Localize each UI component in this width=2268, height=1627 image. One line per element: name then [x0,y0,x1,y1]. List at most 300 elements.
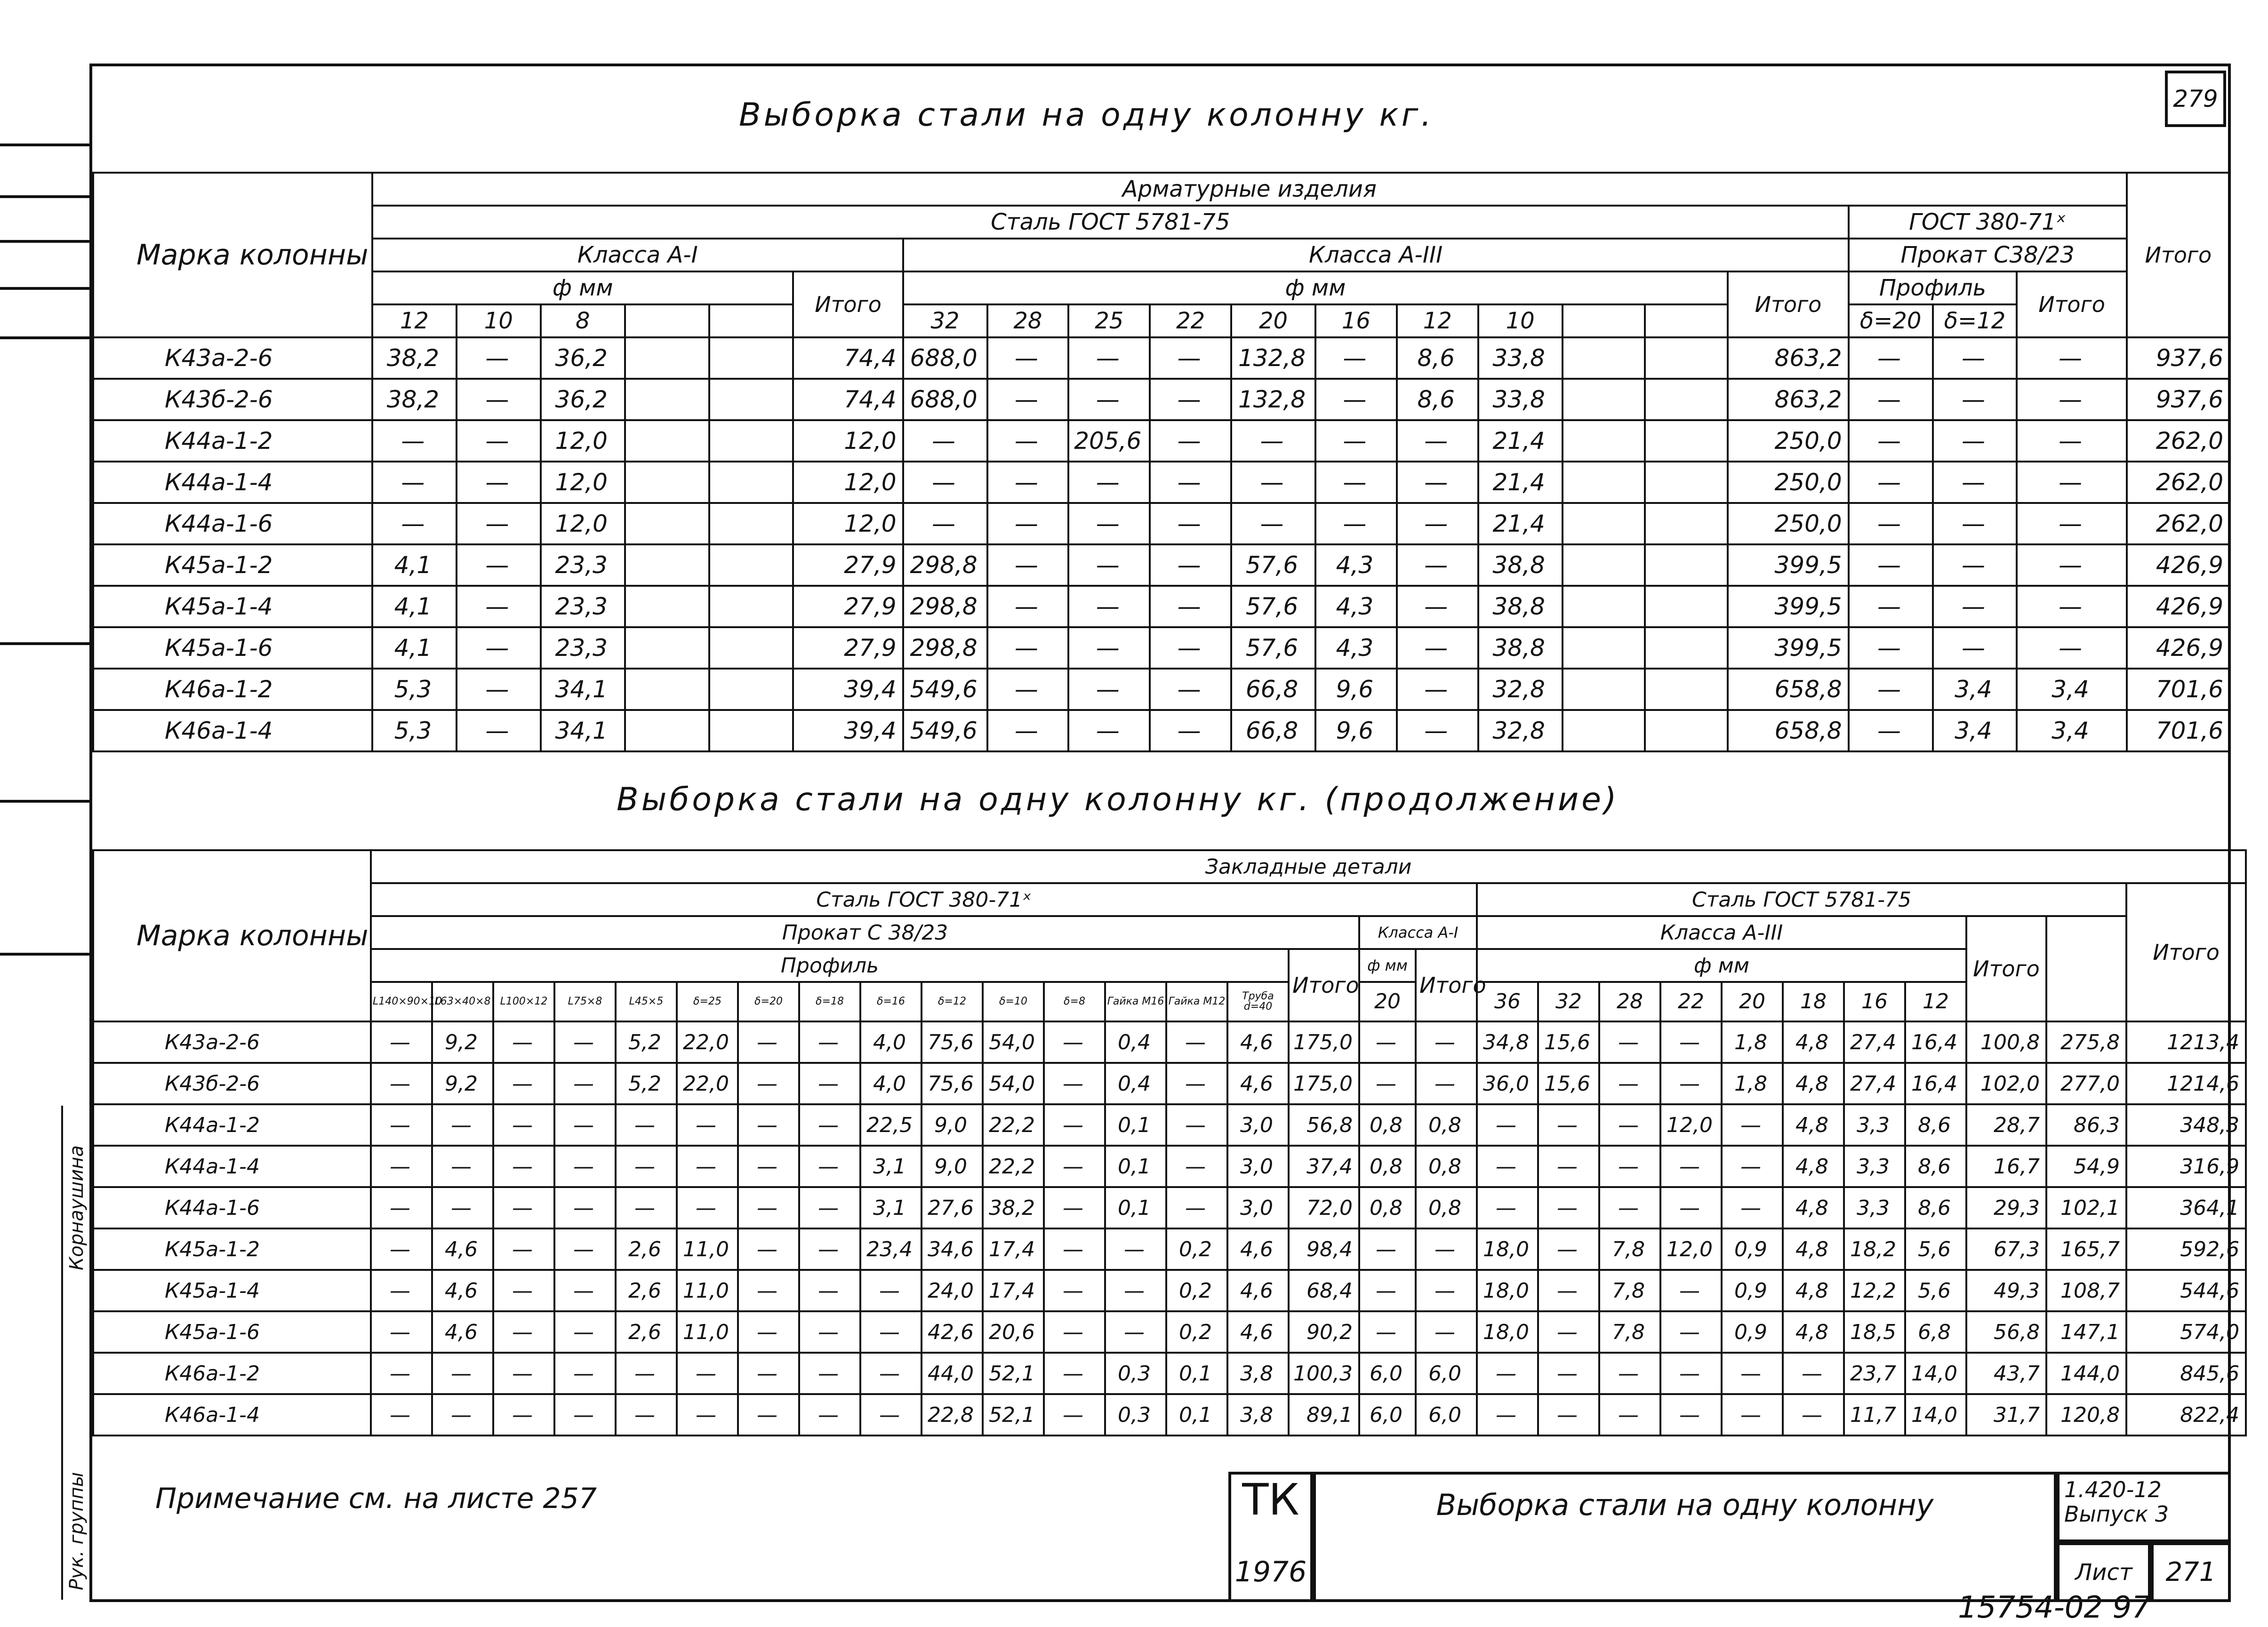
class-a1-header: Класса А-I [1359,916,1477,949]
cell-a3: — [987,627,1069,669]
cell-a1: — [457,337,541,379]
cell-profile: — [677,1146,738,1187]
cell-a1 [709,337,793,379]
cell-a3: — [1599,1146,1660,1187]
stamp-sheet-number: 271 [2151,1542,2231,1602]
cell-a3: 298,8 [903,627,987,669]
cell-a3: 8,6 [1397,337,1478,379]
cell-a1-total: 27,9 [793,586,903,627]
cell-a3: 688,0 [903,379,987,420]
cell-profile: — [371,1187,432,1228]
cell-a1: — [372,462,457,503]
cell-a3: 8,6 [1905,1146,1966,1187]
cell-profile: 0,2 [1166,1270,1227,1311]
cell-profile: 23,4 [860,1228,922,1270]
cell-a3-total: 399,5 [1728,586,1848,627]
table-row [93,669,2230,710]
cell-profile: — [799,1146,860,1187]
cell-a3: 0,9 [1722,1228,1783,1270]
cell-a1 [625,503,709,544]
cell-a1: 38,2 [372,337,457,379]
steel-gost-380: ГОСТ 380-71ˣ [1849,206,2127,239]
cell-profile: — [738,1311,799,1353]
cell-profile: — [1933,379,2017,420]
a3-col-header [1563,304,1645,337]
cell-profile: 4,6 [432,1270,493,1311]
cell-a1 [625,379,709,420]
cell-profile: 27,6 [922,1187,983,1228]
profile-col-header: Гайка М12 [1166,982,1227,1021]
table1 [92,172,2231,752]
cell-a3: — [1068,379,1150,420]
cell-a3: 15,6 [1538,1063,1599,1104]
cell-a1: 4,1 [372,586,457,627]
cell-a1: — [457,462,541,503]
cell-profile: — [1105,1311,1166,1353]
cell-a3 [1563,669,1645,710]
cell-a1: — [1359,1063,1416,1104]
cell-a3: 4,3 [1315,544,1397,586]
cell-profile: — [1166,1021,1227,1063]
cell-a3: — [1315,503,1397,544]
a3-col-header: 36 [1477,982,1538,1021]
cell-a3: — [1150,586,1231,627]
cell-a3: 57,6 [1231,586,1315,627]
cell-profile: 3,4 [2017,710,2126,751]
cell-a3: 57,6 [1231,627,1315,669]
row-mark: К44а-1-4 [93,1146,371,1187]
cell-a3-total: 56,8 [1966,1311,2046,1353]
cell-a3: 4,3 [1315,586,1397,627]
cell-profile: — [1849,462,1933,503]
cell-a3: — [1150,379,1231,420]
table-row [93,544,2230,586]
cell-a3: 0,9 [1722,1311,1783,1353]
cell-a3: 549,6 [903,710,987,751]
cell-a3: 18,2 [1844,1228,1905,1270]
cell-a1-total: — [1416,1270,1477,1311]
cell-profile: — [1849,710,1933,751]
cell-a1-total: 6,0 [1416,1353,1477,1394]
cell-a3-total: 863,2 [1728,337,1848,379]
table-row [93,420,2230,462]
cell-a3: — [1538,1187,1599,1228]
cell-profile: 22,5 [860,1104,922,1146]
cell-a1-total: 39,4 [793,669,903,710]
cell-a3: 33,8 [1478,337,1563,379]
profile-col-header: δ=12 [922,982,983,1021]
profile-col-header: L140×90×10 [371,982,432,1021]
a3-col-header: 32 [903,304,987,337]
cell-a3: 0,9 [1722,1270,1783,1311]
cell-profile: 52,1 [983,1353,1044,1394]
cell-a1: 23,3 [541,627,625,669]
cell-a3: — [1397,544,1478,586]
cell-a3: 12,0 [1660,1228,1722,1270]
cell-a3 [1645,627,1728,669]
cell-profile: — [554,1353,616,1394]
stamp-sheet-label: Лист [2057,1542,2151,1602]
cell-a3: 66,8 [1231,669,1315,710]
cell-a3: 21,4 [1478,503,1563,544]
cell-total: 262,0 [2127,503,2230,544]
reinforcement-header: Арматурные изделия [372,173,2127,206]
cell-a1 [625,669,709,710]
cell-a3 [1645,462,1728,503]
cell-profile: — [2017,627,2126,669]
table1-title: Выборка стали на одну колонну кг. [739,96,1434,134]
cell-profile: — [493,1104,554,1146]
cell-a3: — [1660,1270,1722,1311]
cell-a1: — [457,544,541,586]
org-logo: ТК [1228,1472,1313,1602]
cell-a3 [1563,420,1645,462]
cell-itogo: 144,0 [2046,1353,2126,1394]
row-mark: К44а-1-4 [93,462,372,503]
cell-a1 [709,462,793,503]
cell-a1: 38,2 [372,379,457,420]
cell-a3: 4,8 [1783,1146,1844,1187]
cell-profile: 11,0 [677,1311,738,1353]
cell-a3: — [987,462,1069,503]
cell-a3: — [1150,627,1231,669]
a3-col-header: 32 [1538,982,1599,1021]
cell-a1-total: — [1416,1063,1477,1104]
cell-profile-total: 90,2 [1289,1311,1359,1353]
row-mark: К44а-1-6 [93,503,372,544]
cell-profile: — [1166,1146,1227,1187]
row-mark: К45а-1-6 [93,1311,371,1353]
cell-a3: 16,4 [1905,1063,1966,1104]
cell-a3: — [1660,1021,1722,1063]
cell-a3: — [1660,1394,1722,1436]
cell-a3: — [1068,503,1150,544]
cell-profile: — [1044,1104,1105,1146]
cell-a1 [709,669,793,710]
cell-a1: — [372,420,457,462]
cell-a1 [709,379,793,420]
cell-a3: — [1068,627,1150,669]
profile-header: Профиль [1849,271,2017,304]
table-row [93,1394,2246,1436]
cell-a3: — [987,669,1069,710]
cell-a1-total: 12,0 [793,503,903,544]
cell-profile: — [738,1063,799,1104]
cell-a3-total: 67,3 [1966,1228,2046,1270]
cell-a1: 12,0 [541,503,625,544]
cell-total: 426,9 [2127,586,2230,627]
cell-a3 [1645,503,1728,544]
cell-total: 937,6 [2127,337,2230,379]
cell-a1-total: 0,8 [1416,1146,1477,1187]
table-row [93,1021,2246,1063]
cell-a3 [1563,337,1645,379]
cell-profile: — [799,1063,860,1104]
cell-profile: — [799,1228,860,1270]
cell-profile: 11,0 [677,1270,738,1311]
cell-a3: — [903,503,987,544]
cell-profile: — [738,1228,799,1270]
cell-profile: — [1933,462,2017,503]
cell-profile: — [1849,420,1933,462]
cell-a3-total: 28,7 [1966,1104,2046,1146]
cell-a3: — [987,420,1069,462]
cell-profile: 0,4 [1105,1021,1166,1063]
cell-profile: 17,4 [983,1228,1044,1270]
cell-a3 [1645,337,1728,379]
cell-a3: 34,8 [1477,1021,1538,1063]
cell-a3: — [1722,1104,1783,1146]
cell-a3: 11,7 [1844,1394,1905,1436]
cell-vsego: 1213,4 [2126,1021,2246,1063]
cell-a3: — [1538,1311,1599,1353]
cell-profile-total: 175,0 [1289,1021,1359,1063]
cell-a1 [709,503,793,544]
a1-col-header [709,304,793,337]
cell-a3: — [1660,1187,1722,1228]
cell-profile: 38,2 [983,1187,1044,1228]
cell-total: 426,9 [2127,627,2230,669]
cell-profile: 52,1 [983,1394,1044,1436]
cell-a3: 4,8 [1783,1021,1844,1063]
cell-a3: 6,8 [1905,1311,1966,1353]
cell-a3: 298,8 [903,544,987,586]
profile-total-header: Итого [2017,271,2126,337]
row-mark: К43а-2-6 [93,1021,371,1063]
cell-profile: — [2017,379,2126,420]
cell-a3-total: 863,2 [1728,379,1848,420]
cell-a3: — [1150,337,1231,379]
cell-a1: — [457,420,541,462]
a3-diameter-header: ф мм [1477,949,1966,982]
cell-vsego: 822,4 [2126,1394,2246,1436]
cell-profile: 4,6 [432,1311,493,1353]
a1-col-header: 10 [457,304,541,337]
mark-header: Марка колонны [93,850,371,1021]
cell-vsego: 845,6 [2126,1353,2246,1394]
cell-a1: 0,8 [1359,1187,1416,1228]
cell-a1-total: 27,9 [793,544,903,586]
cell-profile: 0,1 [1105,1104,1166,1146]
cell-a3: — [1722,1146,1783,1187]
cell-profile: — [2017,462,2126,503]
cell-a3: — [1397,669,1478,710]
cell-a1: 34,1 [541,710,625,751]
cell-profile: — [1166,1063,1227,1104]
cell-profile: — [616,1187,677,1228]
cell-a3: — [1315,379,1397,420]
cell-vsego: 348,3 [2126,1104,2246,1146]
cell-profile-total: 89,1 [1289,1394,1359,1436]
cell-a3: — [987,337,1069,379]
cell-profile: — [616,1104,677,1146]
cell-a3: 298,8 [903,586,987,627]
cell-a3: 549,6 [903,669,987,710]
title-block [1228,1472,2231,1602]
row-mark: К43б-2-6 [93,1063,371,1104]
cell-a3: 18,0 [1477,1270,1538,1311]
cell-a1 [625,337,709,379]
table-row [93,379,2230,420]
cell-profile: — [554,1021,616,1063]
cell-a3-total: 29,3 [1966,1187,2046,1228]
cell-profile: — [371,1104,432,1146]
cell-profile: — [493,1146,554,1187]
cell-a3 [1645,669,1728,710]
cell-a1: 6,0 [1359,1353,1416,1394]
cell-a1 [625,710,709,751]
cell-a1-total: 12,0 [793,462,903,503]
cell-profile: 0,2 [1166,1311,1227,1353]
cell-profile: 5,2 [616,1063,677,1104]
cell-a1: 0,8 [1359,1146,1416,1187]
cell-a1: — [372,503,457,544]
profile-total-header: Итого [1289,949,1359,1021]
a1-diameter-header: ф мм [372,271,793,304]
table-row [93,1104,2246,1146]
cell-a3: — [1231,420,1315,462]
cell-a3: — [1599,1021,1660,1063]
cell-profile: 9,0 [922,1104,983,1146]
cell-profile: 2,6 [616,1228,677,1270]
cell-profile: 0,4 [1105,1063,1166,1104]
cell-a1: 4,1 [372,627,457,669]
a3-col-header: 16 [1315,304,1397,337]
profile-col-header: Труба d=40 [1227,982,1289,1021]
cell-profile: — [493,1228,554,1270]
mark-header: Марка колонны [93,173,372,337]
cell-profile: 0,1 [1166,1353,1227,1394]
cell-a3 [1645,544,1728,586]
page-number: 279 [2165,71,2226,127]
cell-a3: 16,4 [1905,1021,1966,1063]
table-row [93,503,2230,544]
cell-a1-total: — [1416,1021,1477,1063]
cell-a3: — [1068,669,1150,710]
cell-a3: — [1397,586,1478,627]
cell-a3: — [1315,420,1397,462]
cell-a1: 36,2 [541,337,625,379]
cell-a1-total: 0,8 [1416,1187,1477,1228]
cell-a3: — [987,710,1069,751]
cell-a3: — [1477,1146,1538,1187]
cell-a1 [709,586,793,627]
cell-profile: — [493,1021,554,1063]
cell-profile: — [1933,544,2017,586]
cell-profile-total: 37,4 [1289,1146,1359,1187]
cell-a1 [709,627,793,669]
cell-profile: 42,6 [922,1311,983,1353]
cell-a3: 7,8 [1599,1270,1660,1311]
cell-a3: — [1150,669,1231,710]
cell-a3: — [1068,337,1150,379]
cell-a3: 8,6 [1397,379,1478,420]
cell-a1 [625,586,709,627]
table2-title: Выборка стали на одну колонну кг. (продолжение) [617,781,1619,818]
prokat-header: Прокат С 38/23 [371,916,1359,949]
profile-col-header: L100×12 [493,982,554,1021]
cell-profile: — [616,1394,677,1436]
cell-profile: 2,6 [616,1270,677,1311]
cell-profile: — [554,1228,616,1270]
cell-a3: 4,8 [1783,1228,1844,1270]
cell-a1: 34,1 [541,669,625,710]
cell-a3: 38,8 [1478,544,1563,586]
row-mark: К45а-1-2 [93,1228,371,1270]
cell-profile: 20,6 [983,1311,1044,1353]
cell-profile: — [371,1394,432,1436]
profile-col-header: δ=18 [799,982,860,1021]
cell-a3 [1645,586,1728,627]
cell-profile: — [1933,420,2017,462]
cell-profile: — [799,1187,860,1228]
cell-profile: — [1044,1063,1105,1104]
row-mark: К46а-1-2 [93,669,372,710]
cell-profile: 0,1 [1166,1394,1227,1436]
table-row [93,1270,2246,1311]
cell-profile: 3,8 [1227,1394,1289,1436]
cell-total: 701,6 [2127,710,2230,751]
cell-a3: — [1397,710,1478,751]
row-mark: К46а-1-4 [93,1394,371,1436]
cell-profile: — [799,1021,860,1063]
cell-a3: 7,8 [1599,1311,1660,1353]
cell-profile: — [1044,1394,1105,1436]
cell-a1: 5,3 [372,669,457,710]
cell-a3: 18,0 [1477,1228,1538,1270]
cell-a3-total: 399,5 [1728,627,1848,669]
table2-column-headers [93,982,2246,1021]
cell-a1: 23,3 [541,544,625,586]
row-mark: К45а-1-2 [93,544,372,586]
cell-a3: 32,8 [1478,710,1563,751]
cell-profile: 0,1 [1105,1146,1166,1187]
cell-profile: — [1933,337,2017,379]
cell-profile: — [371,1021,432,1063]
a3-col-header: 28 [987,304,1069,337]
cell-profile: 4,6 [432,1228,493,1270]
cell-a3: — [987,379,1069,420]
cell-a3-total: 100,8 [1966,1021,2046,1063]
cell-a3: — [1599,1187,1660,1228]
steel-gost-5781: Сталь ГОСТ 5781-75 [372,206,1849,239]
table1-body [93,337,2230,751]
cell-a3: — [1315,337,1397,379]
cell-a3: 7,8 [1599,1228,1660,1270]
cell-a1-total: 74,4 [793,379,903,420]
cell-a3-total: 658,8 [1728,669,1848,710]
embedded-parts-header: Закладные детали [371,850,2246,883]
cell-a3-total: 43,7 [1966,1353,2046,1394]
cell-profile: — [677,1187,738,1228]
cell-profile: — [554,1394,616,1436]
cell-vsego: 574,0 [2126,1311,2246,1353]
cell-a3: 66,8 [1231,710,1315,751]
cell-a1: 0,8 [1359,1104,1416,1146]
cell-a3: 12,2 [1844,1270,1905,1311]
cell-a3-total: 250,0 [1728,420,1848,462]
table-row [93,1228,2246,1270]
cell-a3: 8,6 [1905,1104,1966,1146]
cell-a3: 132,8 [1231,379,1315,420]
cell-a3: — [1397,503,1478,544]
profile-col-header: L45×5 [616,982,677,1021]
cell-a3: — [1477,1353,1538,1394]
cell-a1: — [457,627,541,669]
cell-itogo: 165,7 [2046,1228,2126,1270]
cell-profile: 5,2 [616,1021,677,1063]
cell-profile: — [554,1311,616,1353]
